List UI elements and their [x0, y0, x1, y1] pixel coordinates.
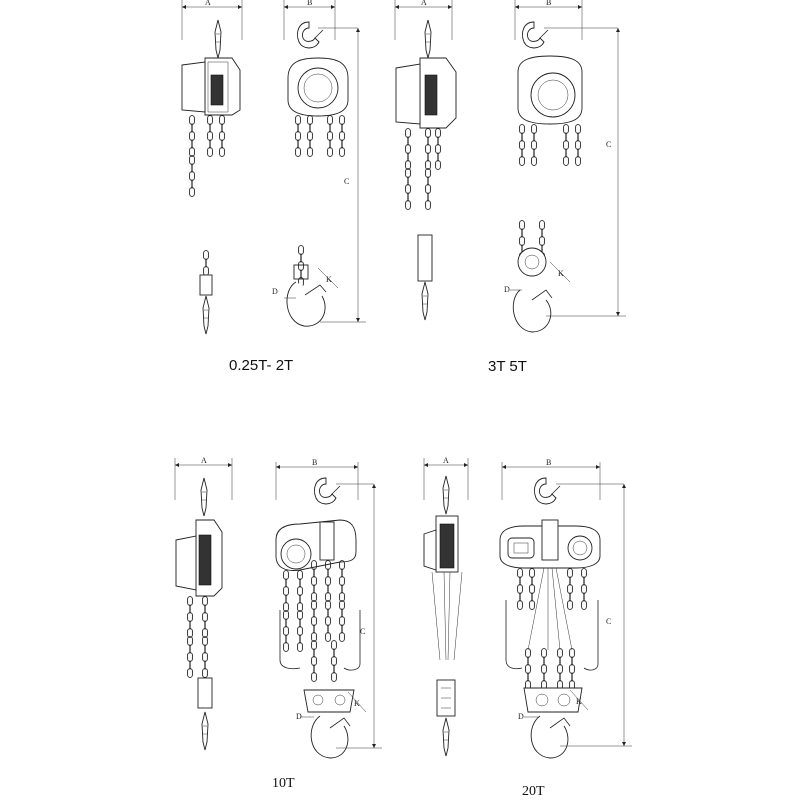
- drawing-025t-2t: [182, 0, 366, 334]
- dim-label-a: A: [443, 456, 449, 465]
- front-view: [504, 0, 626, 332]
- dim-label-c: C: [606, 140, 612, 149]
- side-view: [175, 456, 232, 750]
- dim-label-k: K: [354, 699, 360, 708]
- drawing-10t: [175, 456, 382, 758]
- dim-label-a: A: [201, 456, 207, 465]
- front-view: [276, 458, 382, 758]
- caption-10t: 10T: [272, 776, 295, 791]
- caption-3t-5t: 3T 5T: [488, 358, 527, 375]
- dim-label-b: B: [546, 458, 552, 467]
- drawing-3t-5t: [395, 0, 626, 332]
- side-view: [182, 0, 242, 334]
- dim-label-d: D: [272, 287, 278, 296]
- caption-025t-2t: 0.25T- 2T: [229, 357, 294, 374]
- front-view: [272, 0, 366, 326]
- side-view: [424, 456, 468, 756]
- dim-label-a: A: [421, 0, 427, 7]
- front-view: [500, 458, 632, 758]
- dim-label-d: D: [518, 712, 524, 721]
- dim-label-b: B: [546, 0, 552, 7]
- dim-label-c: C: [360, 627, 366, 636]
- caption-20t: 20T: [522, 784, 545, 799]
- dim-label-d: D: [504, 285, 510, 294]
- dim-label-k: K: [326, 275, 332, 284]
- dim-label-b: B: [312, 458, 318, 467]
- drawing-20t: [424, 456, 632, 758]
- dim-label-k: K: [576, 697, 582, 706]
- dim-label-d: D: [296, 712, 302, 721]
- dim-label-b: B: [307, 0, 313, 7]
- dim-label-a: A: [205, 0, 211, 7]
- dim-label-c: C: [344, 177, 350, 186]
- side-view: [395, 0, 456, 320]
- dim-label-c: C: [606, 617, 612, 626]
- dim-label-k: K: [558, 269, 564, 278]
